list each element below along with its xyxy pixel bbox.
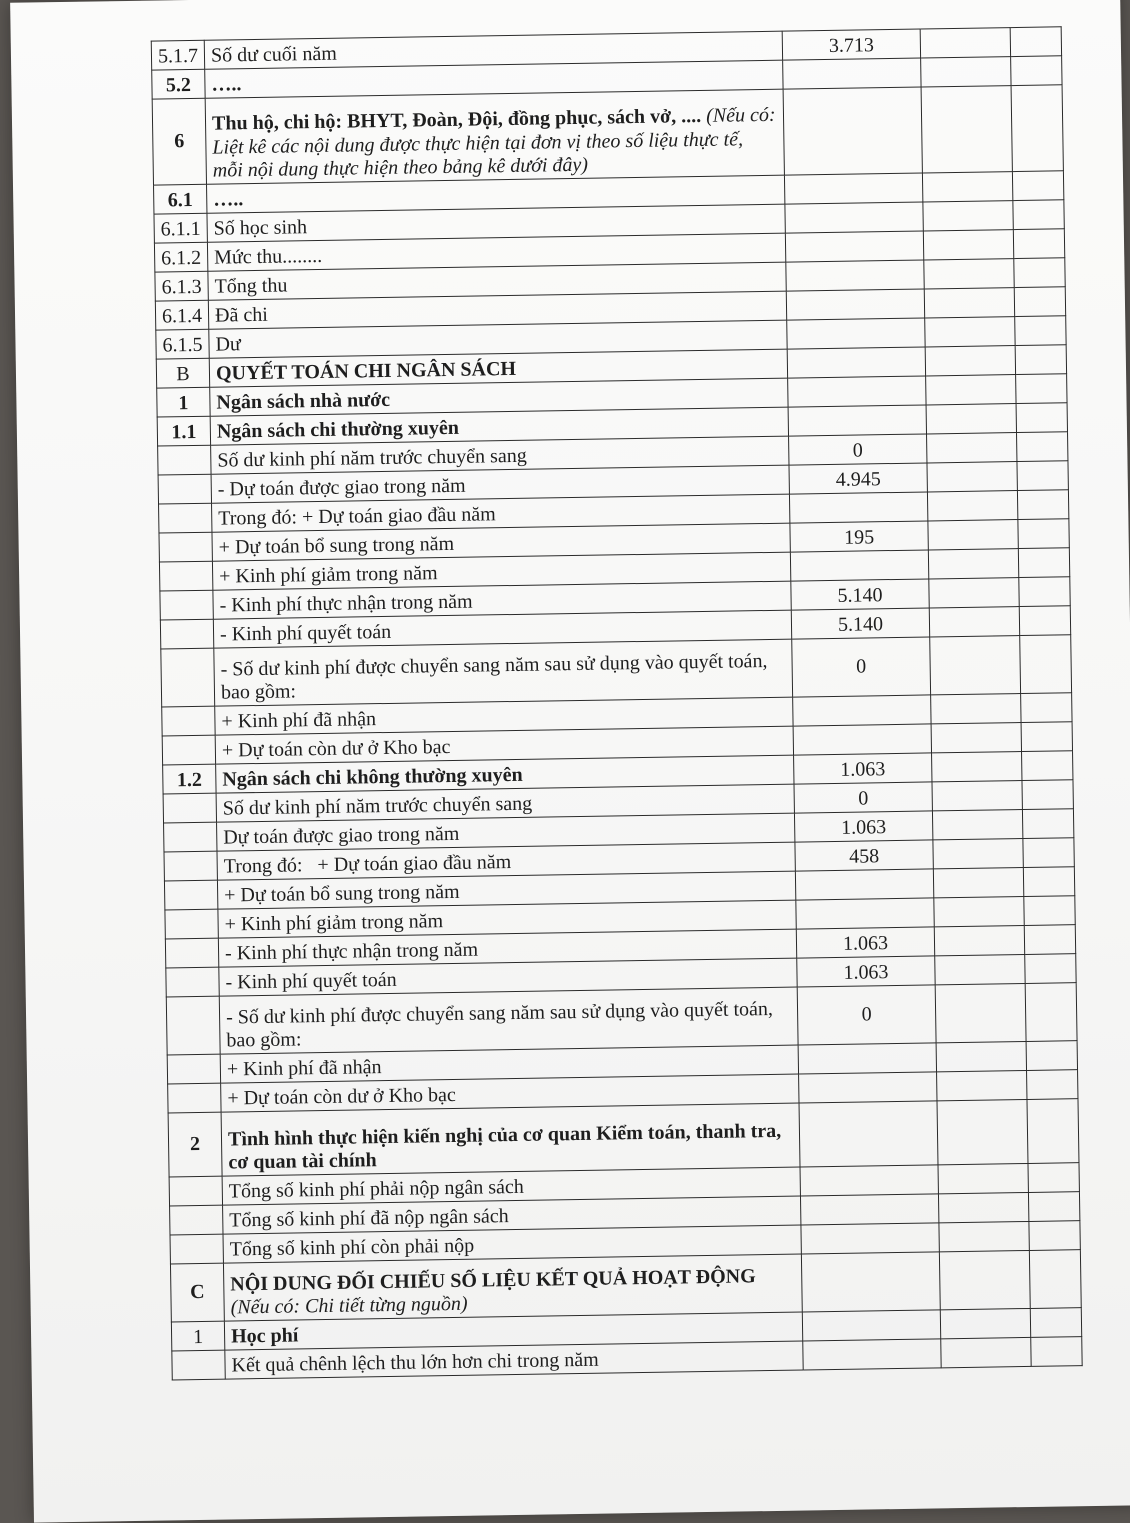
empty-cell <box>921 86 1012 173</box>
row-value <box>802 1310 940 1341</box>
row-content: Kết quả chênh lệch thu lớn hơn chi trong năm <box>225 1341 803 1379</box>
row-content: Số học sinh <box>207 204 785 242</box>
empty-cell <box>1022 780 1073 810</box>
row-content: + Dự toán bổ sung trong năm <box>217 871 795 909</box>
empty-cell <box>932 781 1022 811</box>
table-row <box>152 85 1063 185</box>
empty-cell <box>1013 229 1064 259</box>
row-content: Học phí <box>224 1312 802 1350</box>
row-value <box>789 492 927 523</box>
empty-cell <box>1011 85 1063 172</box>
row-value: 1.063 <box>794 811 932 842</box>
row-number: 6.1.2 <box>154 242 207 272</box>
row-number <box>160 619 213 649</box>
row-content: - Kinh phí thực nhận trong năm <box>218 929 796 967</box>
empty-cell <box>1021 693 1072 723</box>
empty-cell <box>1025 983 1077 1042</box>
row-number: 6.1.1 <box>154 213 207 243</box>
row-value: 0 <box>794 782 932 813</box>
row-content: - Dự toán được giao trong năm <box>211 465 789 503</box>
row-number <box>164 880 217 910</box>
row-number: C <box>170 1263 224 1322</box>
empty-cell <box>941 1337 1031 1367</box>
empty-cell <box>1023 838 1074 868</box>
empty-cell <box>1012 171 1063 201</box>
empty-cell <box>928 549 1018 579</box>
row-value: 1.063 <box>797 956 935 987</box>
row-number: 6.1.3 <box>155 271 208 301</box>
empty-cell <box>1027 1099 1079 1164</box>
empty-cell <box>1016 403 1067 433</box>
row-value <box>786 260 924 291</box>
row-number: 1.1 <box>157 416 210 446</box>
empty-cell <box>939 1250 1030 1309</box>
empty-cell <box>1028 1163 1079 1193</box>
empty-cell <box>929 607 1019 637</box>
row-number: 5.2 <box>152 69 205 99</box>
empty-cell <box>1015 345 1066 375</box>
row-value: 1.063 <box>796 927 934 958</box>
row-number <box>164 851 217 881</box>
row-number: 6.1.4 <box>155 300 208 330</box>
row-value <box>786 289 924 320</box>
row-content <box>205 89 784 184</box>
row-value: 0 <box>797 985 936 1045</box>
row-number <box>165 938 218 968</box>
empty-cell <box>928 520 1018 550</box>
row-value <box>793 724 931 755</box>
empty-cell <box>1018 519 1069 549</box>
row-number <box>170 1205 223 1235</box>
empty-cell <box>1014 258 1065 288</box>
section-title: NỘI DUNG ĐỐI CHIẾU SỐ LIỆU KẾT QUẢ HOẠT ĐỘNG <box>230 1265 756 1296</box>
empty-cell <box>1024 896 1075 926</box>
row-value <box>784 173 922 204</box>
row-value <box>793 695 931 726</box>
row-content: Ngân sách nhà nước <box>210 378 788 416</box>
empty-cell <box>1023 867 1074 897</box>
row-content: ….. <box>207 175 785 213</box>
row-number <box>162 706 215 736</box>
row-content: Tình hình thực hiện kiến nghị của cơ quan Kiểm toán, thanh tra, cơ quan tài chính <box>221 1103 800 1176</box>
row-content: Số dư kinh phí năm trước chuyển sang <box>216 784 794 822</box>
row-value <box>783 58 921 89</box>
row-content: Tổng số kinh phí còn phải nộp <box>223 1225 801 1263</box>
empty-cell <box>1029 1221 1080 1251</box>
row-content: + Dự toán còn dư ở Kho bạc <box>215 726 793 764</box>
row-content: + Kinh phí đã nhận <box>220 1045 798 1083</box>
row-number: 1 <box>157 387 210 417</box>
row-content: - Số dư kinh phí được chuyển sang năm sau sử dụng vào quyết toán, bao gồm: <box>214 639 793 706</box>
row-number <box>158 474 211 504</box>
empty-cell <box>924 259 1014 289</box>
row-content: Mức thu........ <box>207 233 785 271</box>
row-content: + Dự toán còn dư ở Kho bạc <box>221 1074 799 1112</box>
empty-cell <box>934 896 1024 926</box>
empty-cell <box>1011 56 1062 86</box>
empty-cell <box>939 1221 1029 1251</box>
empty-cell <box>938 1192 1028 1222</box>
empty-cell <box>935 954 1025 984</box>
empty-cell <box>930 636 1021 695</box>
empty-cell <box>1027 1070 1078 1100</box>
row-number <box>158 445 211 475</box>
row-content: + Kinh phí giảm trong năm <box>212 552 790 590</box>
row-number <box>160 590 213 620</box>
row-content-note: (Nếu có: Chi tiết từng nguồn) <box>230 1293 468 1319</box>
row-content: Dư <box>209 320 787 358</box>
row-value: 3.713 <box>782 29 920 60</box>
empty-cell <box>1028 1192 1079 1222</box>
row-number: 2 <box>168 1112 222 1177</box>
row-value: 4.945 <box>789 463 927 494</box>
paper-sheet <box>10 0 1130 1523</box>
empty-cell <box>1021 722 1072 752</box>
row-number <box>159 561 212 591</box>
row-number: 1.2 <box>163 764 216 794</box>
row-value <box>800 1194 938 1225</box>
empty-cell <box>938 1163 1028 1193</box>
empty-cell <box>936 1041 1026 1071</box>
empty-cell <box>926 375 1016 405</box>
empty-cell <box>1026 1041 1077 1071</box>
empty-cell <box>1022 809 1073 839</box>
row-number: 1 <box>171 1321 224 1351</box>
row-number: 6 <box>152 98 206 185</box>
empty-cell <box>935 983 1026 1042</box>
empty-cell <box>932 810 1022 840</box>
empty-cell <box>932 752 1022 782</box>
row-content: + Kinh phí đã nhận <box>215 697 793 735</box>
row-number <box>166 996 220 1055</box>
row-number: 6.1.5 <box>156 329 209 359</box>
row-number <box>169 1176 222 1206</box>
empty-cell <box>1015 316 1066 346</box>
row-number <box>162 735 215 765</box>
row-content: Trong đó: + Dự toán giao đầu năm <box>217 842 795 880</box>
empty-cell <box>923 201 1013 231</box>
row-value <box>785 202 923 233</box>
row-content-note: (Nếu có: Liệt kê các nội dung được thực hiện tại đơn vị theo số liệu thực tế, mỗi nội dung thực hiện theo bảng kê dưới đây) <box>212 104 776 183</box>
row-number <box>166 967 219 997</box>
empty-cell <box>934 925 1024 955</box>
row-number <box>163 793 216 823</box>
empty-cell <box>927 433 1017 463</box>
empty-cell <box>1017 461 1068 491</box>
row-number <box>168 1083 221 1113</box>
empty-cell <box>926 404 1016 434</box>
row-content: Ngân sách chi không thường xuyên <box>216 755 794 793</box>
empty-cell <box>920 28 1010 58</box>
row-value: 5.140 <box>791 579 929 610</box>
row-value <box>785 231 923 262</box>
empty-cell <box>1029 1250 1081 1309</box>
row-content: Tổng số kinh phí phải nộp ngân sách <box>222 1167 800 1205</box>
empty-cell <box>1016 374 1067 404</box>
row-value <box>803 1339 941 1370</box>
row-value: 1.063 <box>794 753 932 784</box>
row-value <box>799 1101 938 1167</box>
empty-cell <box>1019 577 1070 607</box>
row-number <box>165 909 218 939</box>
empty-cell <box>931 694 1021 724</box>
row-value: 0 <box>792 637 931 697</box>
row-value <box>795 869 933 900</box>
row-number <box>159 503 212 533</box>
row-content: - Kinh phí quyết toán <box>213 610 791 648</box>
row-content: Số dư kinh phí năm trước chuyển sang <box>211 436 789 474</box>
empty-cell <box>933 839 1023 869</box>
row-content: - Số dư kinh phí được chuyển sang năm sau sử dụng vào quyết toán, bao gồm: <box>219 987 798 1054</box>
section-title: QUYẾT TOÁN CHI NGÂN SÁCH <box>209 349 787 387</box>
empty-cell <box>927 491 1017 521</box>
row-content: Tổng thu <box>208 262 786 300</box>
row-content: Tổng số kinh phí đã nộp ngân sách <box>223 1196 801 1234</box>
row-content: - Kinh phí quyết toán <box>219 958 797 996</box>
row-value <box>801 1252 940 1312</box>
row-content <box>223 1254 802 1321</box>
row-content-bold: Thu hộ, chi hộ: BHYT, Đoàn, Đội, đồng phục, sách vở, .... <box>211 105 702 135</box>
row-number <box>164 822 217 852</box>
row-value: 0 <box>789 434 927 465</box>
row-number <box>159 532 212 562</box>
empty-cell <box>1031 1337 1082 1367</box>
empty-cell <box>925 346 1015 376</box>
empty-cell <box>925 317 1015 347</box>
empty-cell <box>933 868 1023 898</box>
empty-cell <box>1025 954 1076 984</box>
row-value <box>798 1043 936 1074</box>
empty-cell <box>1017 490 1068 520</box>
empty-cell <box>1030 1308 1081 1338</box>
row-content: Ngân sách chi thường xuyên <box>210 407 788 445</box>
empty-cell <box>1014 287 1065 317</box>
empty-cell <box>937 1099 1028 1164</box>
row-value: 458 <box>795 840 933 871</box>
row-content: ….. <box>205 60 783 98</box>
row-value <box>800 1165 938 1196</box>
empty-cell <box>927 462 1017 492</box>
row-content: - Kinh phí thực nhận trong năm <box>213 581 791 619</box>
empty-cell <box>923 230 1013 260</box>
empty-cell <box>1022 751 1073 781</box>
reconciliation-table <box>151 26 1083 1380</box>
empty-cell <box>1017 432 1068 462</box>
row-value: 5.140 <box>791 608 929 639</box>
empty-cell <box>931 723 1021 753</box>
row-number: 6.1 <box>154 184 207 214</box>
row-value <box>788 405 926 436</box>
row-number <box>167 1054 220 1084</box>
row-value <box>783 87 922 175</box>
row-content: Đã chi <box>208 291 786 329</box>
row-content: + Kinh phí giảm trong năm <box>218 900 796 938</box>
row-content: + Dự toán bổ sung trong năm <box>212 523 790 561</box>
empty-cell <box>924 288 1014 318</box>
empty-cell <box>922 172 1012 202</box>
empty-cell <box>1018 548 1069 578</box>
empty-cell <box>921 57 1011 87</box>
empty-cell <box>1020 635 1072 694</box>
row-value: 195 <box>790 521 928 552</box>
row-number: B <box>156 358 209 388</box>
empty-cell <box>1013 200 1064 230</box>
row-value <box>788 376 926 407</box>
empty-cell <box>1010 27 1061 57</box>
row-content: Số dư cuối năm <box>204 31 782 69</box>
empty-cell <box>1019 606 1070 636</box>
row-value <box>787 347 925 378</box>
row-value <box>790 550 928 581</box>
row-value <box>787 318 925 349</box>
row-value <box>799 1072 937 1103</box>
row-number <box>170 1234 223 1264</box>
row-number: 5.1.7 <box>151 40 204 70</box>
row-content: Trong đó: + Dự toán giao đầu năm <box>212 494 790 532</box>
row-value <box>796 898 934 929</box>
row-number <box>161 648 215 707</box>
empty-cell <box>937 1070 1027 1100</box>
empty-cell <box>929 578 1019 608</box>
empty-cell <box>1024 925 1075 955</box>
empty-cell <box>940 1308 1030 1338</box>
row-content: Dự toán được giao trong năm <box>217 813 795 851</box>
row-number <box>172 1350 225 1380</box>
row-value <box>801 1223 939 1254</box>
